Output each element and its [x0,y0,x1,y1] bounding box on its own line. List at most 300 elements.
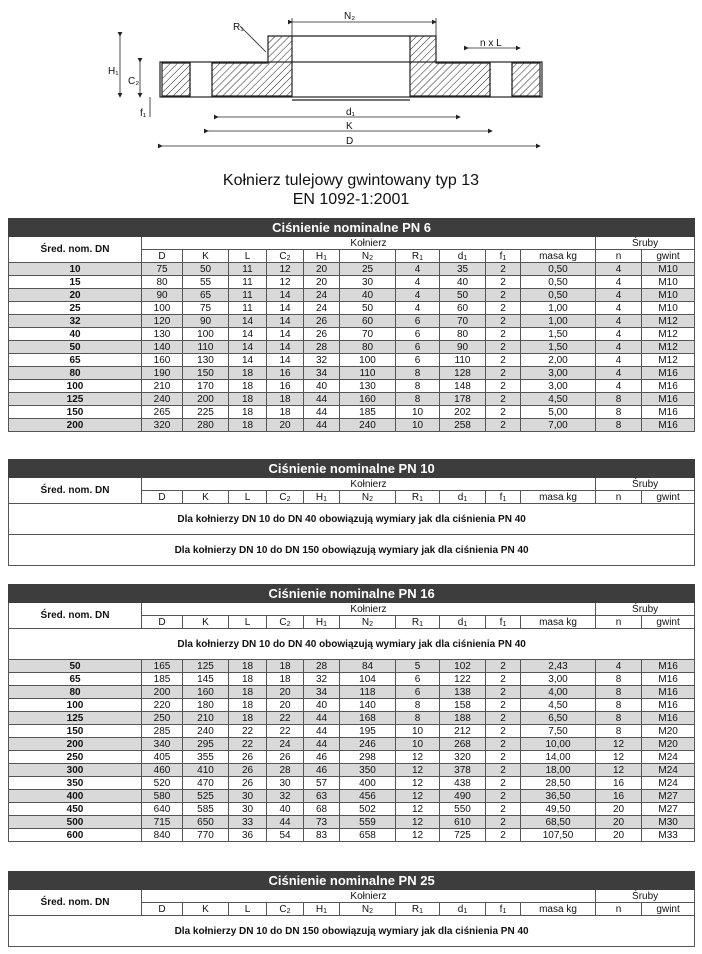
dn-header: Śred. nom. DN [9,478,142,504]
value-cell: 160 [183,686,229,699]
value-cell: 8 [596,699,642,712]
value-cell: 160 [340,393,396,406]
value-cell: 107,50 [521,829,596,842]
table-row [9,263,695,276]
value-cell: 28 [267,764,304,777]
value-cell: 2 [486,263,521,276]
value-cell: 8 [396,367,440,380]
value-cell: M12 [642,315,695,328]
value-cell: 130 [183,354,229,367]
value-cell: 40 [304,380,340,393]
bolts-group-header: Śruby [596,890,695,903]
flange-group-header: Kołnierz [142,237,596,250]
column-header: $C_2$ [267,616,304,629]
value-cell: 6 [396,315,440,328]
column-header: $H_1$ [304,903,340,916]
value-cell: 240 [183,725,229,738]
value-cell: 118 [340,686,396,699]
dn-cell: 25 [9,302,142,315]
value-cell: 18 [229,380,267,393]
column-header: $d_1$ [440,903,486,916]
value-cell: 8 [596,419,642,432]
value-cell: 22 [267,725,304,738]
value-cell: 100 [183,328,229,341]
label-r1: R₁ [233,22,244,33]
table-row [9,803,695,816]
dn-cell: 50 [9,341,142,354]
value-cell: 32 [304,354,340,367]
column-header: $R_1$ [396,250,440,263]
column-header: gwint [642,616,695,629]
value-cell: 2 [486,764,521,777]
value-cell: M10 [642,289,695,302]
note-row [9,504,695,535]
value-cell: 32 [304,673,340,686]
value-cell: 63 [304,790,340,803]
column-header: L [229,250,267,263]
column-header: $f_1$ [486,491,521,504]
label-n2: N₂ [344,11,356,22]
value-cell: M16 [642,699,695,712]
value-cell: 12 [396,764,440,777]
value-cell: 725 [440,829,486,842]
table-row [9,341,695,354]
dn-cell: 20 [9,289,142,302]
label-d1: d₁ [346,107,355,118]
value-cell: 715 [142,816,183,829]
value-cell: 130 [142,328,183,341]
table-row [9,764,695,777]
bolts-group-header: Śruby [596,237,695,250]
column-header: $d_1$ [440,491,486,504]
column-header: D [142,616,183,629]
value-cell: 8 [596,673,642,686]
dn-cell: 40 [9,328,142,341]
value-cell: 33 [229,816,267,829]
table-title-row [9,585,695,603]
value-cell: 4 [596,289,642,302]
dn-cell: 150 [9,406,142,419]
value-cell: 0,50 [521,263,596,276]
table-row [9,315,695,328]
value-cell: 2 [486,777,521,790]
value-cell: 4 [596,367,642,380]
table-row [9,367,695,380]
table-row [9,829,695,842]
value-cell: 460 [142,764,183,777]
value-cell: 68,50 [521,816,596,829]
value-cell: 6,50 [521,712,596,725]
value-cell: 525 [183,790,229,803]
value-cell: 12 [396,751,440,764]
table-title-row [9,219,695,237]
value-cell: 44 [304,725,340,738]
value-cell: 10,00 [521,738,596,751]
dn-cell: 400 [9,790,142,803]
value-cell: 44 [304,738,340,751]
dn-cell: 50 [9,660,142,673]
value-cell: 26 [304,328,340,341]
label-d: D [346,136,354,147]
value-cell: 14 [267,341,304,354]
value-cell: 150 [183,367,229,380]
value-cell: 54 [267,829,304,842]
value-cell: 20 [304,263,340,276]
value-cell: 195 [340,725,396,738]
value-cell: 2 [486,790,521,803]
value-cell: 46 [304,751,340,764]
value-cell: 0,50 [521,276,596,289]
value-cell: 28 [304,660,340,673]
value-cell: 2 [486,419,521,432]
table-row [9,302,695,315]
value-cell: 148 [440,380,486,393]
value-cell: 44 [304,712,340,725]
value-cell: 378 [440,764,486,777]
value-cell: M33 [642,829,695,842]
value-cell: 14 [267,289,304,302]
column-header: L [229,491,267,504]
value-cell: 2 [486,725,521,738]
value-cell: 160 [142,354,183,367]
value-cell: 185 [340,406,396,419]
value-cell: 11 [229,263,267,276]
dn-cell: 10 [9,263,142,276]
value-cell: 650 [183,816,229,829]
value-cell: 20 [596,803,642,816]
value-cell: 400 [340,777,396,790]
flange-group-header: Kołnierz [142,603,596,616]
value-cell: 178 [440,393,486,406]
column-header: K [183,616,229,629]
value-cell: 50 [183,263,229,276]
value-cell: 20 [304,276,340,289]
value-cell: 10 [396,725,440,738]
value-cell: 18 [229,393,267,406]
value-cell: 18 [229,673,267,686]
column-header: $C_2$ [267,903,304,916]
value-cell: 4 [596,276,642,289]
value-cell: 185 [142,673,183,686]
value-cell: 4 [396,276,440,289]
dn-cell: 80 [9,367,142,380]
group-header-row [9,890,695,903]
note-row [9,916,695,947]
value-cell: 350 [340,764,396,777]
value-cell: 2 [486,712,521,725]
value-cell: 28 [304,341,340,354]
dn-cell: 300 [9,764,142,777]
value-cell: M16 [642,712,695,725]
value-cell: 298 [340,751,396,764]
bolts-group-header: Śruby [596,603,695,616]
value-cell: 20 [596,829,642,842]
value-cell: 470 [183,777,229,790]
value-cell: 12 [596,764,642,777]
value-cell: 200 [142,686,183,699]
value-cell: M24 [642,751,695,764]
column-header: $R_1$ [396,491,440,504]
value-cell: 320 [142,419,183,432]
value-cell: 12 [396,777,440,790]
value-cell: 70 [440,315,486,328]
value-cell: 4 [596,380,642,393]
column-header: L [229,903,267,916]
value-cell: 2,00 [521,354,596,367]
dn-cell: 80 [9,686,142,699]
value-cell: M27 [642,790,695,803]
value-cell: 4 [596,315,642,328]
value-cell: 16 [596,790,642,803]
value-cell: 12 [596,751,642,764]
value-cell: M16 [642,367,695,380]
note-row [9,629,695,660]
dn-cell: 500 [9,816,142,829]
dn-cell: 150 [9,725,142,738]
value-cell: 30 [229,790,267,803]
pressure-table [8,871,695,947]
value-cell: 559 [340,816,396,829]
value-cell: 14,00 [521,751,596,764]
column-header: $H_1$ [304,616,340,629]
value-cell: 68 [304,803,340,816]
value-cell: 18,00 [521,764,596,777]
value-cell: 18 [229,686,267,699]
value-cell: 30 [340,276,396,289]
value-cell: 280 [183,419,229,432]
value-cell: 320 [440,751,486,764]
value-cell: 40 [440,276,486,289]
value-cell: 840 [142,829,183,842]
table-title: Ciśnienie nominalne PN 25 [9,872,695,890]
value-cell: 165 [142,660,183,673]
value-cell: 12 [596,738,642,751]
dn-header: Śred. nom. DN [9,603,142,629]
dn-cell: 65 [9,673,142,686]
column-header: masa kg [521,250,596,263]
table-row [9,406,695,419]
pressure-table [8,584,695,842]
value-cell: 130 [340,380,396,393]
value-cell: 4,50 [521,393,596,406]
value-cell: 8 [596,686,642,699]
value-cell: 26 [304,315,340,328]
value-cell: 355 [183,751,229,764]
value-cell: 55 [183,276,229,289]
value-cell: 0,50 [521,289,596,302]
value-cell: 550 [440,803,486,816]
column-header: n [596,616,642,629]
value-cell: 8 [596,393,642,406]
note-text: Dla kołnierzy DN 10 do DN 150 obowiązują wymiary jak dla ciśnienia PN 40 [9,916,695,947]
value-cell: 11 [229,289,267,302]
value-cell: 122 [440,673,486,686]
column-header: $d_1$ [440,250,486,263]
value-cell: 1,00 [521,302,596,315]
table-row [9,790,695,803]
table-row [9,777,695,790]
value-cell: 6 [396,328,440,341]
value-cell: 18 [229,660,267,673]
value-cell: 30 [267,777,304,790]
value-cell: 18 [229,419,267,432]
value-cell: 2 [486,673,521,686]
value-cell: 10 [396,406,440,419]
dn-cell: 350 [9,777,142,790]
value-cell: 84 [340,660,396,673]
value-cell: 14 [229,315,267,328]
value-cell: 405 [142,751,183,764]
value-cell: 4 [596,660,642,673]
value-cell: 580 [142,790,183,803]
value-cell: 4 [596,263,642,276]
value-cell: 8 [396,699,440,712]
dn-cell: 65 [9,354,142,367]
value-cell: 4 [596,328,642,341]
value-cell: 20 [267,686,304,699]
column-header: $H_1$ [304,250,340,263]
table-row [9,699,695,712]
value-cell: 140 [340,699,396,712]
value-cell: 8 [596,725,642,738]
table-row [9,673,695,686]
dn-header: Śred. nom. DN [9,237,142,263]
column-header: $R_1$ [396,903,440,916]
value-cell: 2 [486,289,521,302]
value-cell: M12 [642,341,695,354]
value-cell: 2 [486,367,521,380]
value-cell: 125 [183,660,229,673]
value-cell: 18 [229,367,267,380]
value-cell: M16 [642,380,695,393]
value-cell: 90 [440,341,486,354]
column-header: $N_2$ [340,250,396,263]
value-cell: 210 [183,712,229,725]
value-cell: 100 [142,302,183,315]
value-cell: 2 [486,380,521,393]
table-row [9,393,695,406]
value-cell: 35 [440,263,486,276]
value-cell: 225 [183,406,229,419]
value-cell: 40 [340,289,396,302]
value-cell: 138 [440,686,486,699]
value-cell: 11 [229,276,267,289]
pressure-table [8,218,695,432]
value-cell: 104 [340,673,396,686]
pressure-table [8,459,695,566]
value-cell: 44 [304,393,340,406]
value-cell: M16 [642,686,695,699]
value-cell: 6 [396,686,440,699]
value-cell: 18 [267,673,304,686]
column-header: $f_1$ [486,250,521,263]
value-cell: 610 [440,816,486,829]
note-text: Dla kołnierzy DN 10 do DN 40 obowiązują wymiary jak dla ciśnienia PN 40 [9,504,695,535]
column-header: $H_1$ [304,491,340,504]
column-header: masa kg [521,491,596,504]
value-cell: 585 [183,803,229,816]
value-cell: 50 [340,302,396,315]
column-header: D [142,903,183,916]
value-cell: 2 [486,302,521,315]
value-cell: 25 [340,263,396,276]
table-row [9,751,695,764]
value-cell: 210 [142,380,183,393]
value-cell: M27 [642,803,695,816]
value-cell: M20 [642,738,695,751]
value-cell: 7,50 [521,725,596,738]
value-cell: 2 [486,276,521,289]
value-cell: 44 [304,406,340,419]
column-header: L [229,616,267,629]
dn-cell: 32 [9,315,142,328]
column-header: D [142,491,183,504]
flange-group-header: Kołnierz [142,478,596,491]
value-cell: 16 [596,777,642,790]
dn-cell: 125 [9,712,142,725]
value-cell: M16 [642,673,695,686]
value-cell: 12 [267,276,304,289]
value-cell: 4,50 [521,699,596,712]
value-cell: 80 [440,328,486,341]
value-cell: M10 [642,276,695,289]
value-cell: 2 [486,699,521,712]
value-cell: 158 [440,699,486,712]
value-cell: 145 [183,673,229,686]
value-cell: 170 [183,380,229,393]
table-row [9,738,695,751]
column-header: $f_1$ [486,616,521,629]
value-cell: 8 [396,393,440,406]
value-cell: 40 [267,803,304,816]
column-header: $f_1$ [486,903,521,916]
table-row [9,712,695,725]
table-row [9,725,695,738]
value-cell: 502 [340,803,396,816]
value-cell: M16 [642,660,695,673]
value-cell: 12 [396,790,440,803]
value-cell: 4 [596,354,642,367]
value-cell: 202 [440,406,486,419]
value-cell: 80 [142,276,183,289]
value-cell: 36,50 [521,790,596,803]
value-cell: 12 [396,803,440,816]
value-cell: 32 [267,790,304,803]
value-cell: 26 [229,764,267,777]
value-cell: 11 [229,302,267,315]
value-cell: 6 [396,341,440,354]
dn-cell: 125 [9,393,142,406]
table-title: Ciśnienie nominalne PN 10 [9,460,695,478]
value-cell: 10 [396,419,440,432]
value-cell: 212 [440,725,486,738]
value-cell: 2,43 [521,660,596,673]
table-row [9,419,695,432]
value-cell: 110 [440,354,486,367]
table-row [9,816,695,829]
value-cell: 16 [267,380,304,393]
value-cell: 4,00 [521,686,596,699]
value-cell: 4 [596,302,642,315]
value-cell: M20 [642,725,695,738]
table-row [9,660,695,673]
value-cell: 4 [596,341,642,354]
value-cell: 200 [183,393,229,406]
value-cell: 285 [142,725,183,738]
value-cell: 16 [267,367,304,380]
table-title-row [9,460,695,478]
value-cell: 46 [304,764,340,777]
